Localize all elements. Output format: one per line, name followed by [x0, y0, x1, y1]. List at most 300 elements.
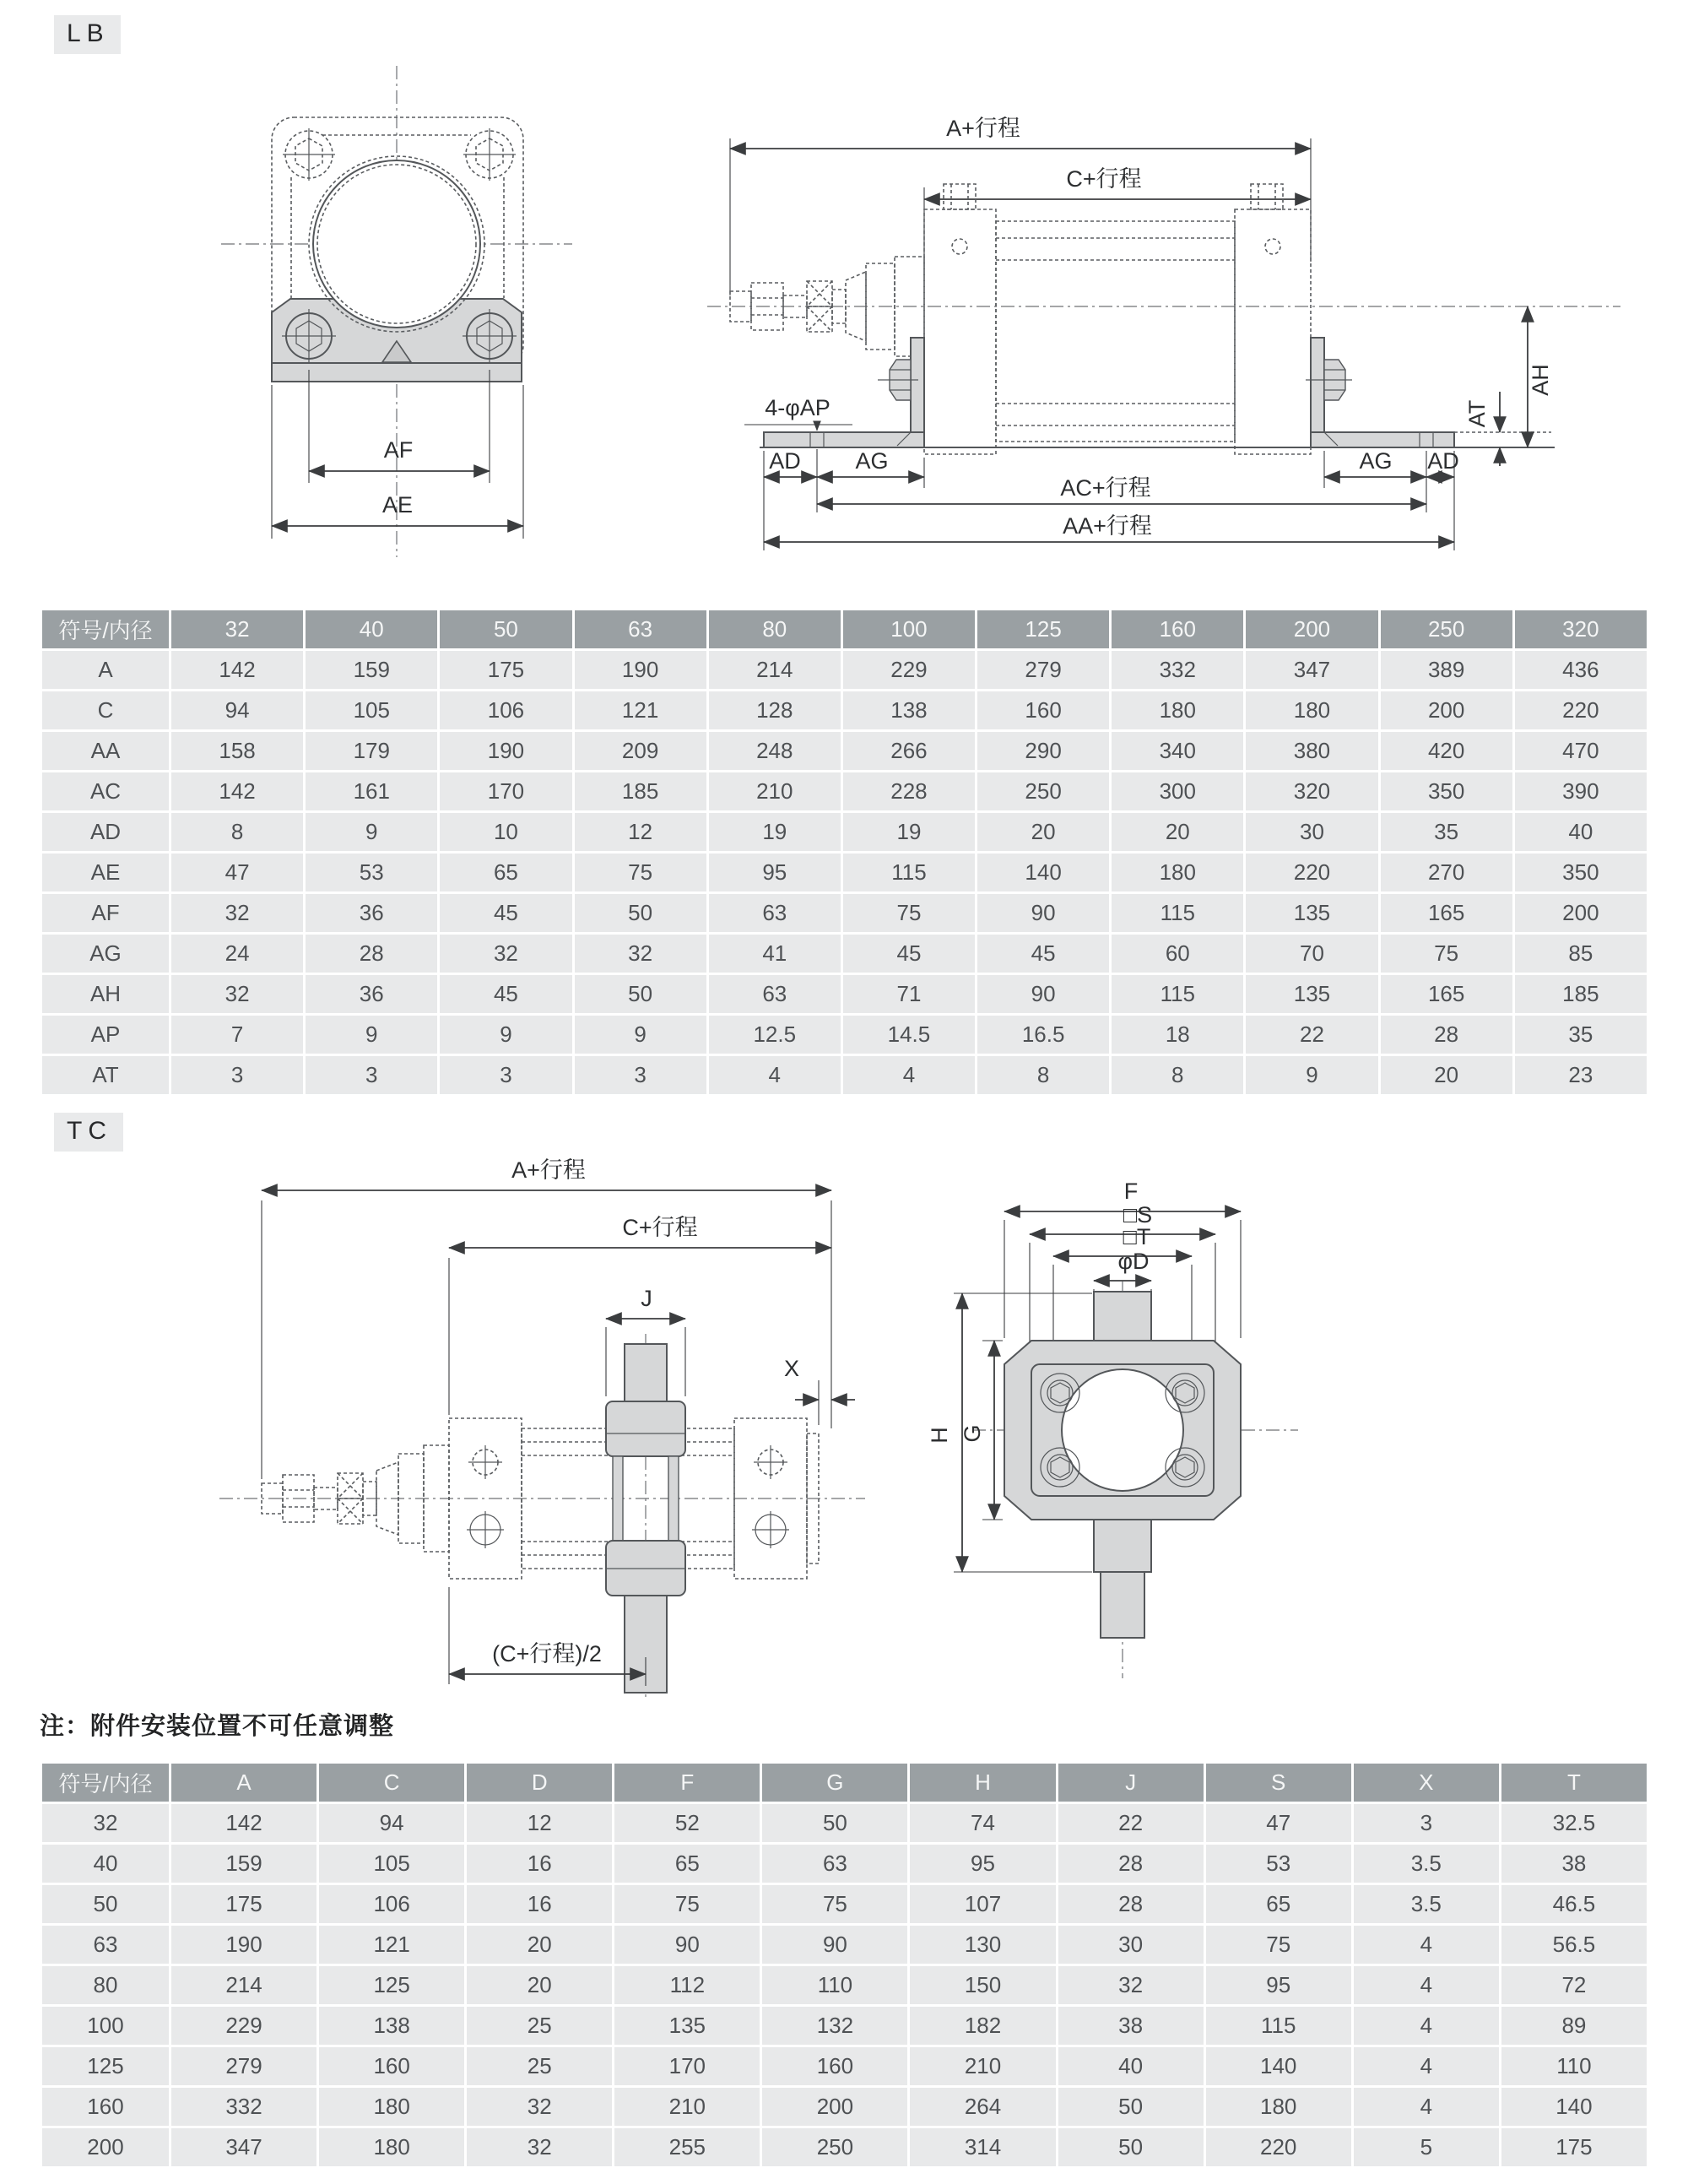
- table-cell: 135: [1246, 894, 1377, 932]
- dim-label-h: H: [927, 1427, 952, 1444]
- table-cell: 347: [1246, 651, 1377, 689]
- table-cell: 4: [1354, 2007, 1499, 2045]
- row-label: 125: [42, 2047, 169, 2085]
- dim-label-a-stroke: A+行程: [946, 116, 1020, 141]
- dim-label-c-stroke: C+行程: [1066, 166, 1142, 192]
- table-cell: 23: [1515, 1056, 1647, 1094]
- dim-label-j: J: [641, 1286, 652, 1311]
- table-cell: 4: [1354, 2047, 1499, 2085]
- table-cell: 9: [440, 1016, 571, 1054]
- table-cell: 32: [1058, 1966, 1204, 2004]
- table-row: [42, 854, 1647, 891]
- table-cell: 220: [1515, 691, 1647, 729]
- table-cell: 420: [1381, 732, 1512, 770]
- cylinder-body: [924, 184, 1311, 454]
- table-cell: 179: [306, 732, 437, 770]
- table-cell: 4: [843, 1056, 975, 1094]
- table-cell: 279: [171, 2047, 316, 2085]
- table-cell: 95: [1206, 1966, 1351, 2004]
- table-cell: 290: [977, 732, 1109, 770]
- table-cell: 90: [614, 1926, 760, 1964]
- table-cell: 8: [171, 813, 303, 851]
- table-row: [42, 1885, 1647, 1923]
- table-cell: 63: [709, 975, 841, 1013]
- column-header: 63: [575, 610, 706, 648]
- dim-label-c-stroke: C+行程: [622, 1215, 698, 1240]
- trunnion-pin-bottom: [1094, 1520, 1151, 1572]
- table-cell: 71: [843, 975, 975, 1013]
- dim-label-f: F: [1123, 1179, 1139, 1204]
- lb-front-view-drawing: [211, 51, 582, 574]
- table-row: [42, 691, 1647, 729]
- table-cell: 50: [575, 975, 706, 1013]
- table-cell: 60: [1112, 935, 1243, 973]
- dim-label-at: AT: [1464, 399, 1490, 428]
- table-cell: 106: [319, 1885, 464, 1923]
- table-cell: 279: [977, 651, 1109, 689]
- table-cell: 4: [1354, 2088, 1499, 2126]
- table-cell: 3.5: [1354, 1885, 1499, 1923]
- table-cell: 35: [1515, 1016, 1647, 1054]
- table-cell: 41: [709, 935, 841, 973]
- table-cell: 45: [440, 975, 571, 1013]
- row-label: 200: [42, 2128, 169, 2166]
- column-header: S: [1206, 1764, 1351, 1802]
- table-cell: 165: [1381, 975, 1512, 1013]
- table-cell: 248: [709, 732, 841, 770]
- table-cell: 214: [171, 1966, 316, 2004]
- table-cell: 9: [306, 813, 437, 851]
- table-cell: 175: [440, 651, 571, 689]
- row-label: 80: [42, 1966, 169, 2004]
- lb-dimension-table: [40, 608, 1649, 1097]
- trunnion-pin-top: [1094, 1292, 1151, 1341]
- table-cell: 56.5: [1501, 1926, 1647, 1964]
- dim-label-a-stroke: A+行程: [511, 1157, 586, 1183]
- dim-label-g: G: [960, 1424, 985, 1443]
- table-cell: 132: [762, 2007, 907, 2045]
- table-cell: 72: [1501, 1966, 1647, 2004]
- table-cell: 46.5: [1501, 1885, 1647, 1923]
- table-cell: 75: [1381, 935, 1512, 973]
- table-cell: 53: [306, 854, 437, 891]
- mounting-note: 注：附件安装位置不可任意调整: [40, 1713, 395, 1740]
- row-label: 40: [42, 1845, 169, 1883]
- table-cell: 38: [1058, 2007, 1204, 2045]
- table-cell: 40: [1058, 2047, 1204, 2085]
- table-cell: 95: [709, 854, 841, 891]
- table-cell: 50: [575, 894, 706, 932]
- table-cell: 3: [1354, 1804, 1499, 1842]
- table-cell: 210: [614, 2088, 760, 2126]
- table-cell: 112: [614, 1966, 760, 2004]
- table-cell: 340: [1112, 732, 1243, 770]
- dim-label-d: φD: [1117, 1249, 1150, 1274]
- table-cell: 45: [440, 894, 571, 932]
- table-cell: 3.5: [1354, 1845, 1499, 1883]
- table-cell: 12: [575, 813, 706, 851]
- row-label: 160: [42, 2088, 169, 2126]
- table-cell: 190: [440, 732, 571, 770]
- table-cell: 32: [171, 975, 303, 1013]
- table-cell: 32: [467, 2128, 612, 2166]
- table-cell: 200: [1515, 894, 1647, 932]
- table-cell: 347: [171, 2128, 316, 2166]
- table-row: [42, 894, 1647, 932]
- table-row: [42, 1016, 1647, 1054]
- table-cell: 142: [171, 1804, 316, 1842]
- table-cell: 320: [1246, 772, 1377, 810]
- table-cell: 20: [977, 813, 1109, 851]
- table-cell: 300: [1112, 772, 1243, 810]
- table-cell: 190: [575, 651, 706, 689]
- table-cell: 70: [1246, 935, 1377, 973]
- table-cell: 3: [306, 1056, 437, 1094]
- table-cell: 332: [1112, 651, 1243, 689]
- table-cell: 4: [1354, 1966, 1499, 2004]
- table-cell: 180: [1206, 2088, 1351, 2126]
- table-cell: 210: [709, 772, 841, 810]
- row-label: AH: [42, 975, 169, 1013]
- table-cell: 52: [614, 1804, 760, 1842]
- table-cell: 22: [1246, 1016, 1377, 1054]
- table-cell: 142: [171, 772, 303, 810]
- dim-label-aa-stroke: AA+行程: [1063, 513, 1152, 539]
- table-cell: 89: [1501, 2007, 1647, 2045]
- table-cell: 436: [1515, 651, 1647, 689]
- table-cell: 75: [575, 854, 706, 891]
- table-cell: 50: [1058, 2088, 1204, 2126]
- dim-label-af: AF: [383, 437, 414, 463]
- column-header: 符号/内径: [42, 610, 169, 648]
- table-cell: 165: [1381, 894, 1512, 932]
- row-label: AD: [42, 813, 169, 851]
- table-cell: 264: [910, 2088, 1055, 2126]
- table-cell: 32: [575, 935, 706, 973]
- table-cell: 28: [1058, 1885, 1204, 1923]
- table-cell: 115: [1112, 894, 1243, 932]
- table-cell: 47: [1206, 1804, 1351, 1842]
- table-cell: 20: [467, 1926, 612, 1964]
- table-cell: 121: [319, 1926, 464, 1964]
- table-cell: 30: [1246, 813, 1377, 851]
- table-cell: 90: [977, 894, 1109, 932]
- table-cell: 170: [614, 2047, 760, 2085]
- table-row: [42, 2007, 1647, 2045]
- table-cell: 160: [319, 2047, 464, 2085]
- header-row: [42, 610, 1647, 648]
- dim-label-s: □S: [1123, 1202, 1153, 1227]
- table-cell: 150: [910, 1966, 1055, 2004]
- column-header: J: [1058, 1764, 1204, 1802]
- table-row: [42, 772, 1647, 810]
- tc-dimension-table: [40, 1761, 1649, 2169]
- table-cell: 22: [1058, 1804, 1204, 1842]
- table-cell: 75: [614, 1885, 760, 1923]
- table-cell: 106: [440, 691, 571, 729]
- table-cell: 220: [1206, 2128, 1351, 2166]
- table-cell: 110: [762, 1966, 907, 2004]
- column-header: 125: [977, 610, 1109, 648]
- column-header: G: [762, 1764, 907, 1802]
- dim-label-ag-right: AG: [1359, 448, 1393, 474]
- table-row: [42, 935, 1647, 973]
- table-row: [42, 732, 1647, 770]
- table-cell: 95: [910, 1845, 1055, 1883]
- table-cell: 180: [319, 2128, 464, 2166]
- dim-label-ah: AH: [1528, 364, 1553, 396]
- dim-label-ac-stroke: AC+行程: [1060, 475, 1151, 501]
- dim-label-ae: AE: [381, 492, 414, 518]
- table-cell: 200: [762, 2088, 907, 2126]
- column-header: T: [1501, 1764, 1647, 1802]
- table-cell: 180: [1112, 854, 1243, 891]
- table-row: [42, 1056, 1647, 1094]
- table-cell: 159: [306, 651, 437, 689]
- table-cell: 45: [843, 935, 975, 973]
- table-cell: 3: [575, 1056, 706, 1094]
- table-cell: 159: [171, 1845, 316, 1883]
- table-cell: 380: [1246, 732, 1377, 770]
- table-cell: 158: [171, 732, 303, 770]
- table-cell: 94: [171, 691, 303, 729]
- table-cell: 121: [575, 691, 706, 729]
- table-cell: 20: [1112, 813, 1243, 851]
- bolt-hole-top-right: [463, 128, 516, 181]
- table-cell: 105: [319, 1845, 464, 1883]
- table-cell: 63: [762, 1845, 907, 1883]
- table-cell: 229: [843, 651, 975, 689]
- table-cell: 20: [467, 1966, 612, 2004]
- table-cell: 32: [467, 2088, 612, 2126]
- table-cell: 65: [1206, 1885, 1351, 1923]
- table-cell: 90: [762, 1926, 907, 1964]
- table-cell: 175: [171, 1885, 316, 1923]
- header-row: [42, 1764, 1647, 1802]
- column-header: 200: [1246, 610, 1377, 648]
- table-cell: 160: [977, 691, 1109, 729]
- row-label: 100: [42, 2007, 169, 2045]
- table-cell: 220: [1246, 854, 1377, 891]
- column-header: 80: [709, 610, 841, 648]
- table-cell: 19: [709, 813, 841, 851]
- row-label: 50: [42, 1885, 169, 1923]
- table-cell: 214: [709, 651, 841, 689]
- table-row: [42, 2088, 1647, 2126]
- table-cell: 74: [910, 1804, 1055, 1842]
- table-cell: 4: [1354, 1926, 1499, 1964]
- table-cell: 105: [306, 691, 437, 729]
- table-cell: 255: [614, 2128, 760, 2166]
- table-cell: 63: [709, 894, 841, 932]
- row-label: AC: [42, 772, 169, 810]
- table-cell: 9: [1246, 1056, 1377, 1094]
- table-cell: 138: [319, 2007, 464, 2045]
- column-header: 符号/内径: [42, 1764, 169, 1802]
- table-cell: 5: [1354, 2128, 1499, 2166]
- table-cell: 200: [1381, 691, 1512, 729]
- table-cell: 229: [171, 2007, 316, 2045]
- table-cell: 19: [843, 813, 975, 851]
- table-cell: 175: [1501, 2128, 1647, 2166]
- table-cell: 9: [306, 1016, 437, 1054]
- table-row: [42, 2128, 1647, 2166]
- foot-bracket-left: [764, 338, 924, 447]
- table-cell: 16.5: [977, 1016, 1109, 1054]
- table-cell: 135: [1246, 975, 1377, 1013]
- column-header: A: [171, 1764, 316, 1802]
- lb-section-label: LB: [54, 15, 121, 54]
- table-cell: 270: [1381, 854, 1512, 891]
- table-cell: 75: [762, 1885, 907, 1923]
- bolt-hole-top-left: [283, 128, 335, 181]
- column-header: 32: [171, 610, 303, 648]
- table-row: [42, 2047, 1647, 2085]
- table-cell: 138: [843, 691, 975, 729]
- column-header: 100: [843, 610, 975, 648]
- table-cell: 90: [977, 975, 1109, 1013]
- table-cell: 20: [1381, 1056, 1512, 1094]
- dim-label-ad-left: AD: [769, 448, 801, 474]
- table-cell: 40: [1515, 813, 1647, 851]
- column-header: 320: [1515, 610, 1647, 648]
- table-row: [42, 651, 1647, 689]
- table-cell: 94: [319, 1804, 464, 1842]
- table-cell: 10: [440, 813, 571, 851]
- table-cell: 140: [1501, 2088, 1647, 2126]
- table-cell: 180: [319, 2088, 464, 2126]
- table-cell: 32: [171, 894, 303, 932]
- column-header: 160: [1112, 610, 1243, 648]
- table-cell: 14.5: [843, 1016, 975, 1054]
- table-cell: 38: [1501, 1845, 1647, 1883]
- table-cell: 28: [1381, 1016, 1512, 1054]
- table-cell: 8: [977, 1056, 1109, 1094]
- table-cell: 130: [910, 1926, 1055, 1964]
- table-cell: 140: [1206, 2047, 1351, 2085]
- row-label: AT: [42, 1056, 169, 1094]
- table-cell: 128: [709, 691, 841, 729]
- table-cell: 135: [614, 2007, 760, 2045]
- table-cell: 210: [910, 2047, 1055, 2085]
- table-cell: 4: [709, 1056, 841, 1094]
- table-cell: 190: [171, 1926, 316, 1964]
- dim-label-t: □T: [1123, 1224, 1151, 1249]
- table-cell: 107: [910, 1885, 1055, 1923]
- table-cell: 85: [1515, 935, 1647, 973]
- row-label: AP: [42, 1016, 169, 1054]
- table-row: [42, 1966, 1647, 2004]
- dim-label-ag-left: AG: [855, 448, 889, 474]
- dim-label-4-ap: 4-φAP: [765, 395, 830, 420]
- column-header: F: [614, 1764, 760, 1802]
- column-header: 40: [306, 610, 437, 648]
- table-row: [42, 1804, 1647, 1842]
- table-cell: 28: [306, 935, 437, 973]
- table-cell: 12: [467, 1804, 612, 1842]
- column-header: 50: [440, 610, 571, 648]
- table-cell: 390: [1515, 772, 1647, 810]
- table-cell: 25: [467, 2047, 612, 2085]
- table-cell: 332: [171, 2088, 316, 2126]
- table-cell: 9: [575, 1016, 706, 1054]
- table-cell: 65: [614, 1845, 760, 1883]
- table-cell: 24: [171, 935, 303, 973]
- table-cell: 180: [1112, 691, 1243, 729]
- table-cell: 250: [762, 2128, 907, 2166]
- table-cell: 228: [843, 772, 975, 810]
- table-cell: 161: [306, 772, 437, 810]
- row-label: AG: [42, 935, 169, 973]
- table-cell: 182: [910, 2007, 1055, 2045]
- table-cell: 170: [440, 772, 571, 810]
- table-cell: 7: [171, 1016, 303, 1054]
- table-cell: 16: [467, 1845, 612, 1883]
- table-cell: 470: [1515, 732, 1647, 770]
- table-cell: 12.5: [709, 1016, 841, 1054]
- tc-side-view-drawing: [211, 1157, 878, 1722]
- table-row: [42, 1926, 1647, 1964]
- table-cell: 8: [1112, 1056, 1243, 1094]
- table-cell: 389: [1381, 651, 1512, 689]
- table-cell: 110: [1501, 2047, 1647, 2085]
- table-cell: 314: [910, 2128, 1055, 2166]
- table-row: [42, 1845, 1647, 1883]
- lb-side-view-drawing: [701, 51, 1654, 574]
- table-cell: 25: [467, 2007, 612, 2045]
- table-cell: 140: [977, 854, 1109, 891]
- dim-label-ad-right: AD: [1427, 448, 1459, 474]
- table-row: [42, 975, 1647, 1013]
- table-cell: 32.5: [1501, 1804, 1647, 1842]
- tc-front-view-drawing: [928, 1165, 1367, 1722]
- row-label: AA: [42, 732, 169, 770]
- table-cell: 75: [1206, 1926, 1351, 1964]
- dim-label-c-half: (C+行程)/2: [492, 1641, 602, 1666]
- table-cell: 142: [171, 651, 303, 689]
- table-cell: 75: [843, 894, 975, 932]
- row-label: AE: [42, 854, 169, 891]
- table-row: [42, 813, 1647, 851]
- table-cell: 16: [467, 1885, 612, 1923]
- table-cell: 18: [1112, 1016, 1243, 1054]
- table-cell: 125: [319, 1966, 464, 2004]
- column-header: 250: [1381, 610, 1512, 648]
- table-cell: 65: [440, 854, 571, 891]
- column-header: C: [319, 1764, 464, 1802]
- table-cell: 32: [440, 935, 571, 973]
- table-cell: 185: [575, 772, 706, 810]
- table-cell: 160: [762, 2047, 907, 2085]
- row-label: AF: [42, 894, 169, 932]
- table-cell: 185: [1515, 975, 1647, 1013]
- table-cell: 50: [1058, 2128, 1204, 2166]
- table-cell: 350: [1515, 854, 1647, 891]
- foot-bracket-right: [1306, 338, 1454, 447]
- row-label: 63: [42, 1926, 169, 1964]
- table-cell: 47: [171, 854, 303, 891]
- table-cell: 266: [843, 732, 975, 770]
- table-cell: 35: [1381, 813, 1512, 851]
- table-cell: 115: [1112, 975, 1243, 1013]
- table-cell: 28: [1058, 1845, 1204, 1883]
- table-cell: 45: [977, 935, 1109, 973]
- tc-section-label: TC: [54, 1113, 123, 1152]
- table-cell: 180: [1246, 691, 1377, 729]
- row-label: 32: [42, 1804, 169, 1842]
- table-cell: 30: [1058, 1926, 1204, 1964]
- table-cell: 250: [977, 772, 1109, 810]
